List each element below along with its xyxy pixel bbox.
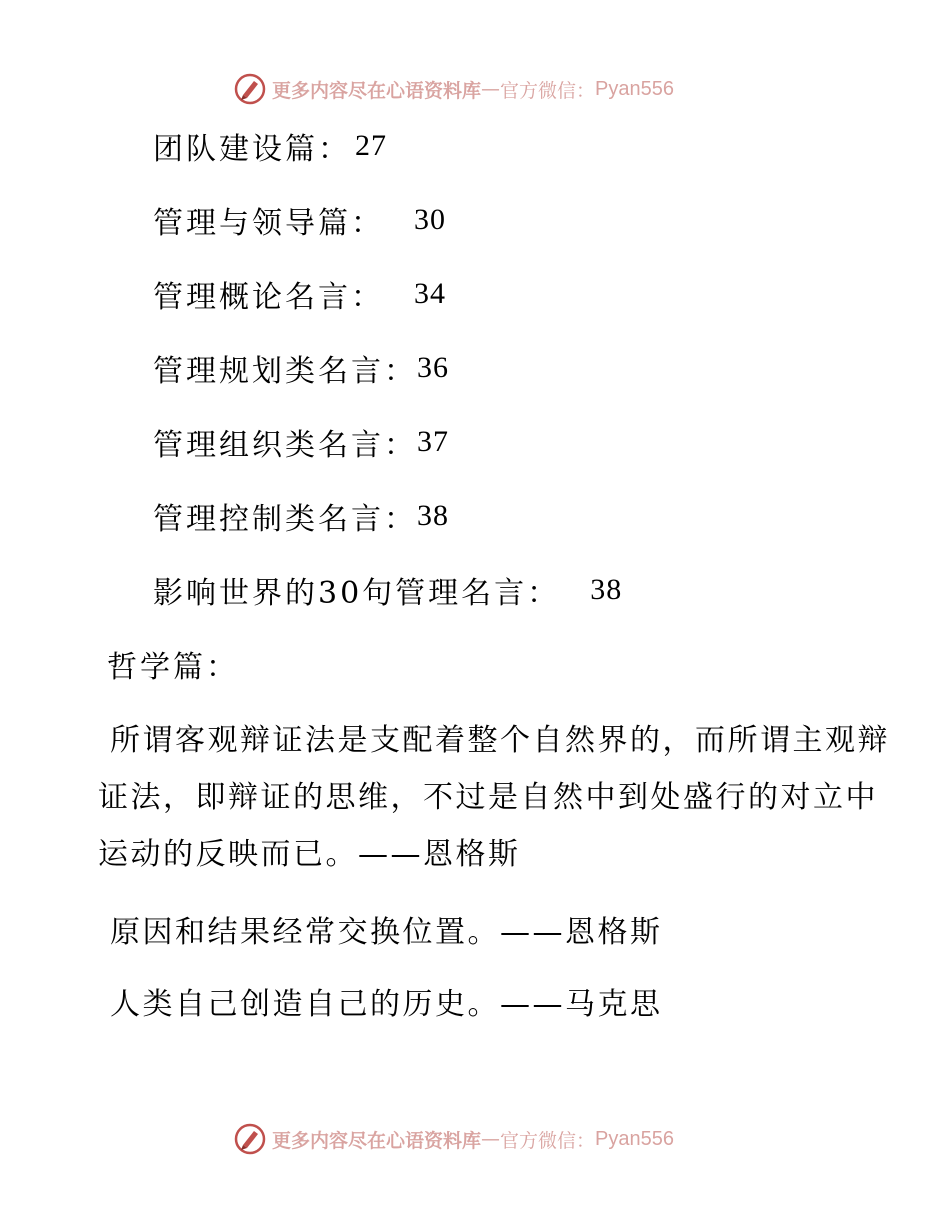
toc-item [153,568,622,612]
pen-logo-icon [234,1123,266,1155]
watermark-tag: 官方微信： [500,1129,596,1152]
watermark-top [234,72,674,106]
watermark-text: 更多内容尽在心语资料库 [272,79,482,102]
toc-page: 37 [417,425,449,458]
toc-page: 30 [414,203,446,236]
toc-label: 团队建设篇： [153,132,351,167]
toc-page: 36 [417,351,449,384]
toc-label: 影响世界的30句管理名言： [153,576,561,611]
watermark-wechat-id: Pyan556 [595,1127,674,1150]
toc-item [153,420,449,464]
section-heading: 哲学篇： [107,650,239,685]
toc-page: 38 [417,499,449,532]
toc-item [153,198,446,242]
toc-label: 管理组织类名言： [153,428,417,463]
quote-paragraph: 原因和结果经常交换位置。——恩格斯 [98,915,663,950]
toc-item [153,346,449,390]
watermark-tag: 官方微信： [500,79,596,102]
watermark-wechat-id: Pyan556 [595,77,674,100]
watermark-dash: — [481,78,501,100]
toc-page: 27 [355,129,387,162]
toc-item [153,124,387,168]
toc-item [153,494,449,538]
watermark-text: 更多内容尽在心语资料库 [272,1129,482,1152]
toc-page: 34 [414,277,446,310]
pen-logo-icon [234,73,266,105]
toc-label: 管理与领导篇： [153,206,384,241]
watermark-bottom [234,1122,674,1156]
toc-label: 管理概论名言： [153,280,384,315]
toc-label: 管理规划类名言： [153,354,417,389]
watermark-dash: — [481,1128,501,1150]
toc-label: 管理控制类名言： [153,502,417,537]
toc-item [153,272,446,316]
quote-paragraph: 所谓客观辩证法是支配着整个自然界的，而所谓主观辩证法，即辩证的思维，不过是自然中到处盛行的对立中运动的反映而已。——恩格斯 [98,723,891,872]
quote-paragraph: 人类自己创造自己的历史。——马克思 [98,987,663,1022]
toc-page: 38 [590,573,623,606]
